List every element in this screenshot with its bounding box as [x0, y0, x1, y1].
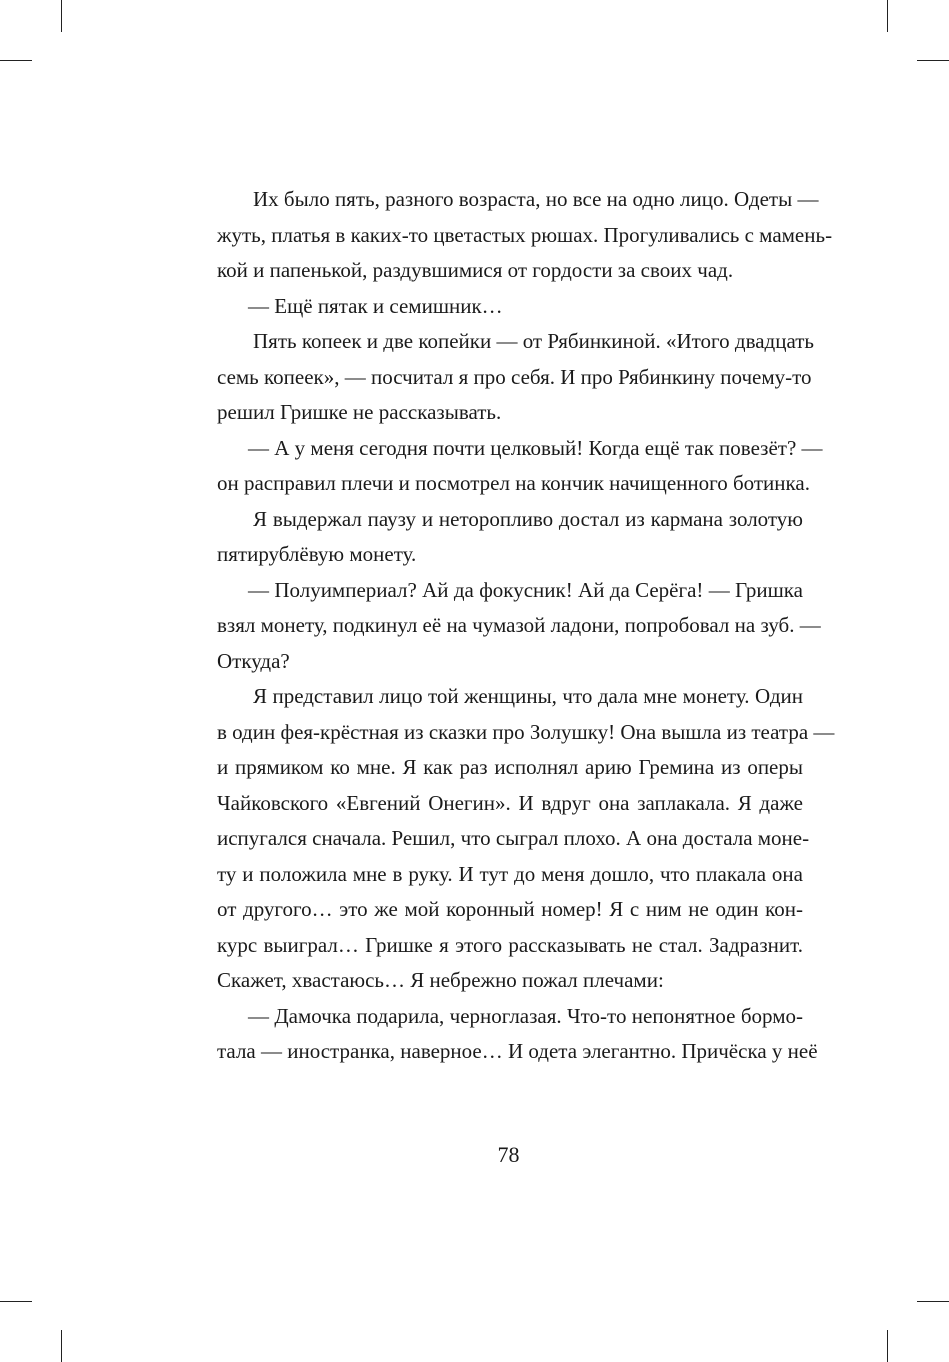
crop-mark — [917, 1301, 949, 1302]
crop-mark — [61, 0, 62, 32]
text-line: семь копеек», — посчитал я про себя. И про Рябинкину почему-то — [217, 364, 812, 389]
text-line: курс выиграл… Гришке я этого рассказывать не стал. Задразнит. — [217, 932, 803, 957]
text-line: жуть, платья в каких-то цветастых рюшах. Прогуливались с мамень- — [217, 222, 833, 247]
text-line: — Ещё пятак и семишник… — [248, 293, 503, 318]
text-line: пятирублёвую монету. — [217, 542, 417, 566]
crop-mark — [887, 0, 888, 32]
page-number: 78 — [497, 1142, 520, 1167]
crop-mark — [0, 1301, 32, 1302]
text-line: кой и папенькой, раздувшимися от гордости за своих чад. — [217, 258, 734, 282]
text-line: решил Гришке не рассказывать. — [217, 400, 502, 424]
text-line: в один фея-крёстная из сказки про Золушку! Она вышла из театра — — [217, 719, 835, 744]
text-line: Чайковского «Евгений Онегин». И вдруг она заплакала. Я даже — [217, 790, 803, 815]
crop-mark — [887, 1330, 888, 1362]
crop-mark — [0, 60, 32, 61]
text-line: и прямиком ко мне. Я как раз исполнял арию Гремина из оперы — [217, 755, 803, 779]
text-line: Я выдержал паузу и неторопливо достал из кармана золотую — [253, 506, 803, 531]
crop-mark — [917, 60, 949, 61]
text-line: — А у меня сегодня почти целковый! Когда ещё так повезёт? — — [248, 435, 823, 460]
text-line: Скажет, хвастаюсь… Я небрежно пожал плечами: — [217, 968, 664, 992]
body-text — [217, 182, 835, 1070]
text-line: он расправил плечи и посмотрел на кончик начищенного ботинка. — [217, 471, 810, 495]
text-line: Откуда? — [217, 648, 290, 673]
crop-mark — [61, 1330, 62, 1362]
text-line: — Дамочка подарила, черноглазая. Что-то непонятное бормо- — [248, 1003, 803, 1028]
text-line: Я представил лицо той женщины, что дала мне монету. Один — [253, 684, 803, 708]
text-line: тала — иностранка, наверное… И одета элегантно. Причёска у неё — [217, 1039, 818, 1063]
text-line: Их было пять, разного возраста, но все на одно лицо. Одеты — — [253, 187, 819, 211]
text-line: от другого… это же мой коронный номер! Я с ним не один кон- — [217, 897, 803, 921]
text-line: — Полуимпериал? Ай да фокусник! Ай да Серёга! — Гришка — [248, 577, 803, 602]
text-line: испугался сначала. Решил, что сыграл плохо. А она достала моне- — [217, 826, 810, 850]
text-line: Пять копеек и две копейки — от Рябинкиной. «Итого двадцать — [253, 329, 814, 353]
text-line: взял монету, подкинул её на чумазой ладони, попробовал на зуб. — — [217, 613, 821, 637]
text-line: ту и положила мне в руку. И тут до меня дошло, что плакала она — [217, 861, 803, 886]
